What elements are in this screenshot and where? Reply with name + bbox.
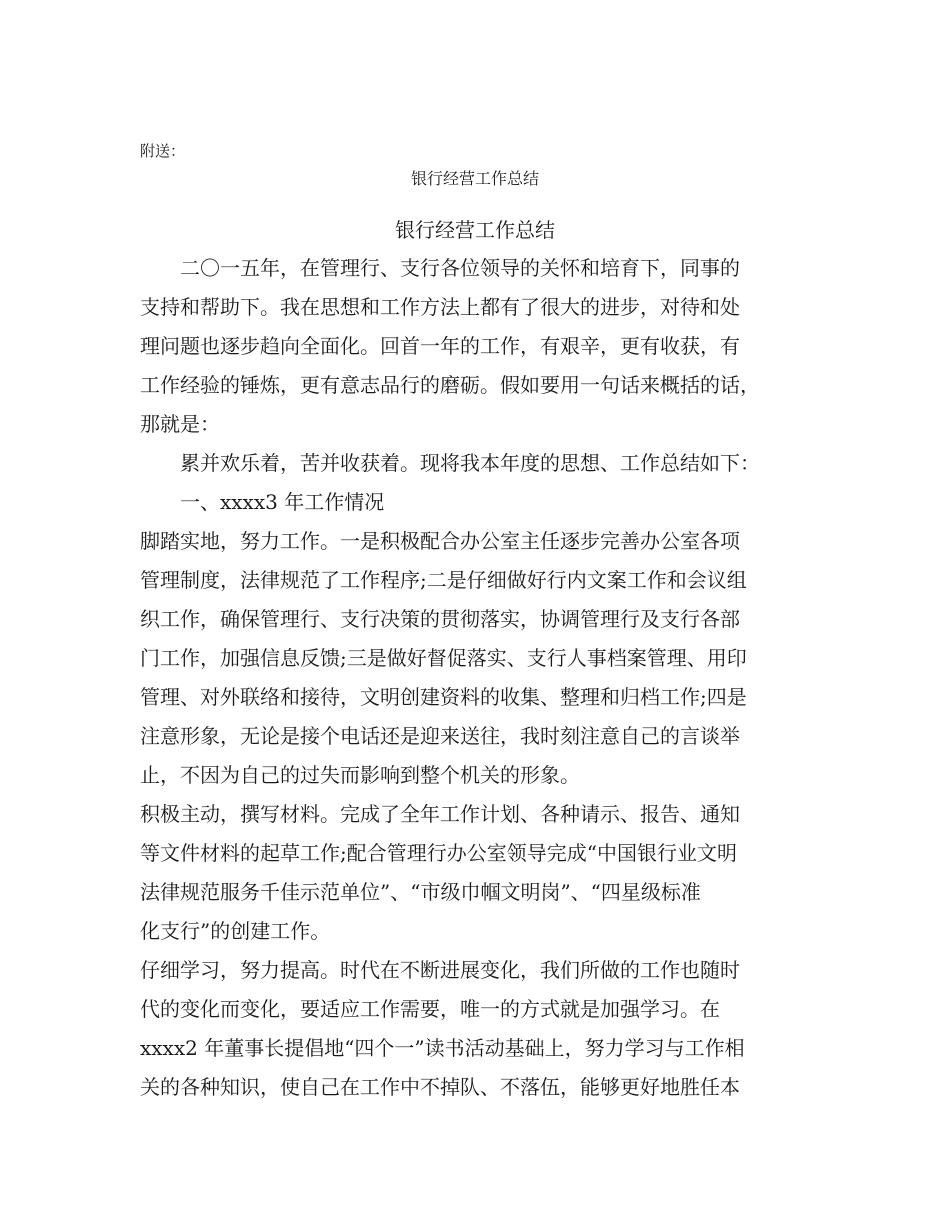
paragraph-line: 管理、对外联络和接待，文明创建资料的收集、整理和归档工作;四是: [140, 685, 747, 709]
paragraph-line: 织工作，确保管理行、支行决策的贯彻落实，协调管理行及支行各部: [140, 607, 740, 631]
document-title: 银行经营工作总结: [395, 218, 555, 242]
paragraph-line: 那就是：: [140, 412, 220, 436]
paragraph-line: xxxx2 年董事长提倡地“四个一”读书活动基础上，努力学习与工作相: [140, 1036, 745, 1060]
paragraph-line: 止，不因为自己的过失而影响到整个机关的形象。: [140, 763, 580, 787]
paragraph-4: [140, 795, 812, 951]
paragraph-line: 累并欢乐着，苦并收获着。现将我本年度的思想、工作总结如下：: [180, 451, 760, 475]
paragraph-line: 注意形象，无论是接个电话还是迎来送往，我时刻注意自己的言谈举: [140, 724, 740, 748]
paragraph-line: 支持和帮助下。我在思想和工作方法上都有了很大的进步，对待和处: [140, 295, 740, 319]
paragraph-line: 代的变化而变化，要适应工作需要，唯一的方式就是加强学习。在: [140, 997, 720, 1021]
section-heading-line: 一、xxxx3 年工作情况: [180, 490, 385, 514]
document-subtitle: 银行经营工作总结: [410, 169, 539, 188]
paragraph-line: 理问题也逐步趋向全面化。回首一年的工作，有艰辛，更有收获，有: [140, 334, 740, 358]
paragraph-line: 等文件材料的起草工作;配合管理行办公室领导完成“中国银行业文明: [140, 841, 737, 865]
attachment-label: 附送：: [140, 142, 186, 160]
paragraph-line: 管理制度，法律规范了工作程序;二是仔细做好行内文案工作和会议组: [140, 568, 747, 592]
paragraph-line: 化支行”的创建工作。: [140, 919, 331, 943]
paragraph-1: [140, 249, 812, 444]
paragraph-line: 关的各种知识，使自己在工作中不掉队、不落伍，能够更好地胜任本: [140, 1075, 740, 1099]
paragraph-line: 工作经验的锤炼，更有意志品行的磨砺。假如要用一句话来概括的话，: [140, 373, 760, 397]
section-heading-1: [140, 483, 812, 522]
paragraph-2: [140, 444, 812, 483]
paragraph-line: 脚踏实地，努力工作。一是积极配合办公室主任逐步完善办公室各项: [140, 529, 740, 553]
paragraph-line: 仔细学习，努力提高。时代在不断进展变化，我们所做的工作也随时: [140, 958, 740, 982]
paragraph-line: 积极主动，撰写材料。完成了全年工作计划、各种请示、报告、通知: [140, 802, 740, 826]
paragraph-3: [140, 522, 812, 795]
paragraph-line: 法律规范服务千佳示范单位”、“市级巾帼文明岗”、“四星级标准: [140, 880, 701, 904]
paragraph-line: 二〇一五年，在管理行、支行各位领导的关怀和培育下，同事的: [180, 256, 740, 280]
paragraph-5: [140, 951, 812, 1107]
paragraph-line: 门工作，加强信息反馈;三是做好督促落实、支行人事档案管理、用印: [140, 646, 747, 670]
document-body: [140, 249, 812, 1107]
